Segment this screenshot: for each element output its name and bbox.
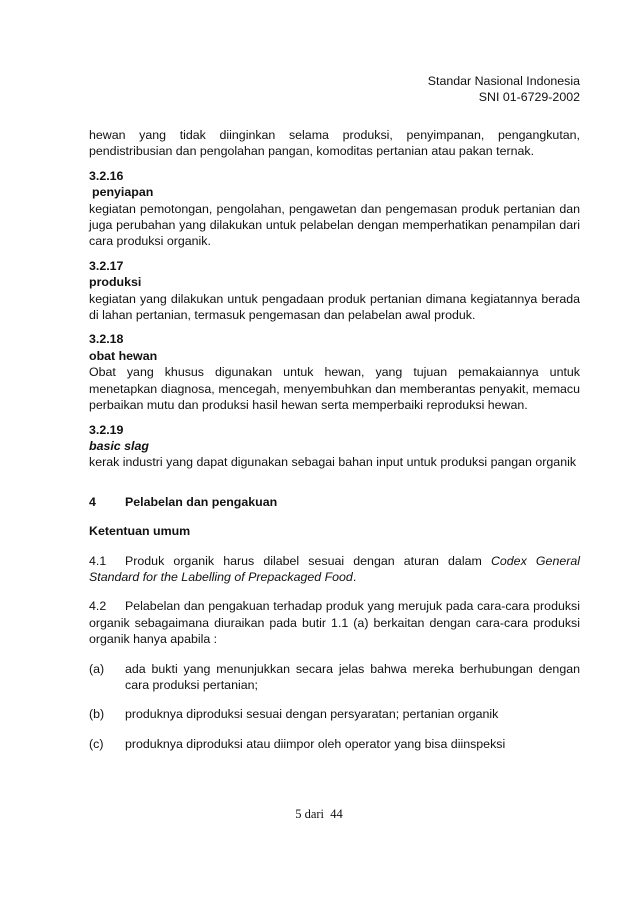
section-number: 4 [89, 494, 96, 509]
definition-3-2-16 [89, 168, 580, 250]
standard-name: Standar Nasional Indonesia [427, 74, 580, 88]
definition-term: basic slag [89, 438, 149, 453]
definition-text: kerak industri yang dapat digunakan sebagai bahan input untuk produksi pangan organik [89, 455, 577, 470]
subsection-heading: Ketentuan umum [89, 524, 191, 539]
definition-number: 3.2.16 [89, 168, 124, 183]
item-label: (b) [89, 707, 105, 722]
clause-reference: Codex General Standard for the Labelling of Prepackaged Food [89, 553, 580, 584]
clause-4-2 [89, 598, 580, 647]
definition-number: 3.2.19 [89, 422, 124, 437]
definition-term: penyiapan [92, 185, 154, 200]
list-item [89, 706, 580, 722]
definition-number: 3.2.17 [89, 258, 124, 273]
item-text: ada bukti yang menunjukkan secara jelas bahwa mereka berhubungan dengan cara produksi pertanian; [125, 661, 580, 692]
item-text: produknya diproduksi atau diimpor oleh operator yang bisa diinspeksi [125, 736, 506, 751]
standard-number: SNI 01-6729-2002 [478, 90, 580, 104]
item-text: produknya diproduksi sesuai dengan persyaratan; pertanian organik [125, 707, 499, 722]
section-heading [89, 494, 580, 510]
definition-3-2-17 [89, 258, 580, 324]
page-header [428, 73, 580, 105]
definition-text: kegiatan pemotongan, pengolahan, pengawetan dan pengemasan produk pertanian dan juga perubahan yang dilakukan untuk pelabelan dengan memperhatikan penampilan dari cara produksi organik. [89, 201, 580, 249]
clause-number: 4.1 [89, 553, 107, 568]
clause-4-1 [89, 553, 580, 586]
list-item [89, 736, 580, 752]
item-label: (c) [89, 736, 104, 751]
clause-text: Produk organik harus dilabel sesuai dengan aturan dalam [125, 553, 482, 568]
clause-text: Pelabelan dan pengakuan terhadap produk yang merujuk pada cara-cara produksi organik sebagaimana diuraikan pada butir 1.1 (a) berkaitan dengan cara-cara produksi organik hanya apabila : [89, 599, 580, 647]
definition-text: Obat yang khusus digunakan untuk hewan, yang tujuan pemakaiannya untuk menetapkan diagnosa, mencegah, menyembuhkan dan memberantas penyakit, memacu perbaikan mutu dan produksi hasil hewan serta memperbaiki reproduksi hewan. [89, 365, 580, 413]
intro-paragraph: hewan yang tidak diinginkan selama produksi, penyimpanan, pengangkutan, pendistribusian dan pengolahan pangan, komoditas pertanian atau pakan ternak. [89, 128, 580, 159]
definition-number: 3.2.18 [89, 332, 124, 347]
document-body [89, 127, 580, 765]
section-title: Pelabelan dan pengakuan [125, 494, 278, 509]
definition-term: produksi [89, 275, 142, 290]
page-number: 5 dari 44 [295, 807, 343, 821]
definition-text: kegiatan yang dilakukan untuk pengadaan produk pertanian dimana kegiatannya berada di lahan pertanian, termasuk pengemasan dan pelabelan awal produk. [89, 291, 580, 323]
clause-end: . [352, 569, 357, 584]
definition-3-2-18 [89, 331, 580, 413]
item-label: (a) [89, 661, 105, 676]
clause-number: 4.2 [89, 599, 107, 614]
list-item [89, 661, 580, 694]
definition-term: obat hewan [89, 348, 158, 363]
definition-3-2-19 [89, 422, 580, 471]
